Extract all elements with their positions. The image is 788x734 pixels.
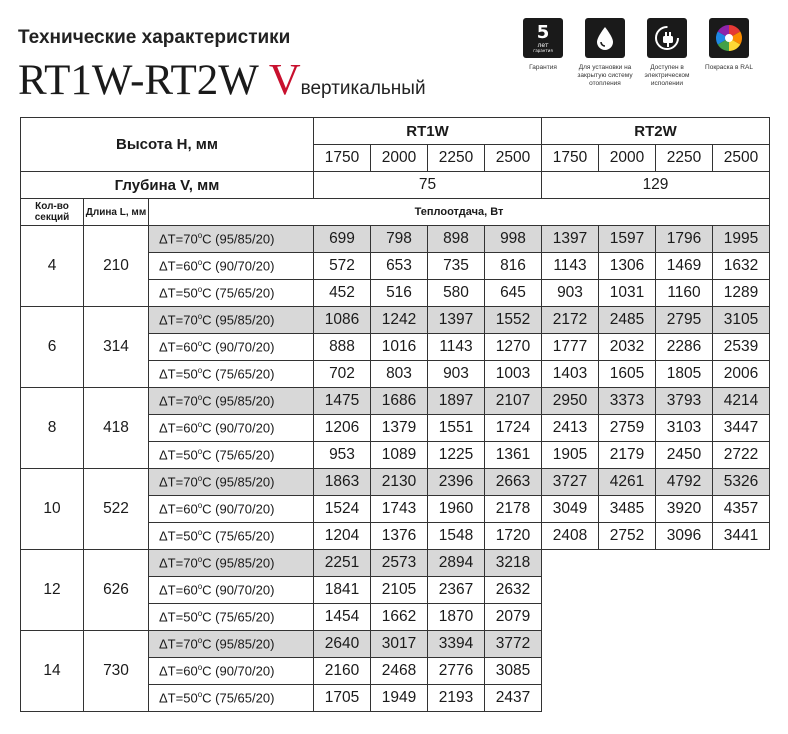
- delta-t-pre: ΔT=60: [159, 582, 198, 598]
- heat-output-value: 3017: [371, 631, 428, 658]
- delta-t-label: [149, 496, 314, 523]
- heat-output-value: 1597: [599, 226, 656, 253]
- height-value: 2500: [713, 145, 770, 172]
- section-length: 730: [84, 631, 149, 712]
- heat-output-value: 1225: [428, 442, 485, 469]
- heat-output-value: 2178: [485, 496, 542, 523]
- depth-rt1w: 75: [314, 172, 542, 199]
- heat-output-value: 1089: [371, 442, 428, 469]
- heat-output-value: 645: [485, 280, 542, 307]
- delta-t-sup: o: [197, 393, 203, 403]
- empty-cell: [542, 604, 599, 631]
- empty-cell: [656, 631, 713, 658]
- heat-output-value: 3793: [656, 388, 713, 415]
- delta-t-sup: o: [197, 609, 203, 619]
- heat-output-value: 1632: [713, 253, 770, 280]
- delta-t-sup: o: [197, 366, 203, 376]
- delta-t-pre: ΔT=60: [159, 258, 198, 274]
- delta-t-post: C (75/65/20): [202, 447, 275, 463]
- heat-output-value: 1289: [713, 280, 770, 307]
- heat-output-value: 1454: [314, 604, 371, 631]
- table-row: [21, 631, 770, 658]
- heat-output-value: 2640: [314, 631, 371, 658]
- section-count: 12: [21, 550, 84, 631]
- delta-t-label: [149, 388, 314, 415]
- heat-output-value: 1720: [485, 523, 542, 550]
- heat-output-value: 1143: [542, 253, 599, 280]
- delta-t-pre: ΔT=70: [159, 474, 198, 490]
- empty-cell: [542, 685, 599, 712]
- heat-output-value: 1686: [371, 388, 428, 415]
- heat-output-value: 798: [371, 226, 428, 253]
- heat-output-value: 1361: [485, 442, 542, 469]
- delta-t-post: C (95/85/20): [202, 636, 275, 652]
- heat-output-value: 3049: [542, 496, 599, 523]
- height-label: Высота Н, мм: [21, 118, 314, 172]
- heat-output-value: 3920: [656, 496, 713, 523]
- heat-output-value: 1841: [314, 577, 371, 604]
- table-row: [21, 226, 770, 253]
- heat-output-value: 1905: [542, 442, 599, 469]
- heat-output-value: 816: [485, 253, 542, 280]
- depth-label: Глубина V, мм: [21, 172, 314, 199]
- heat-output-value: 1242: [371, 307, 428, 334]
- heat-output-value: 1777: [542, 334, 599, 361]
- delta-t-pre: ΔT=70: [159, 393, 198, 409]
- delta-t-label: [149, 577, 314, 604]
- heat-output-value: 4261: [599, 469, 656, 496]
- feature-badges: [512, 18, 760, 88]
- heat-output-value: 2251: [314, 550, 371, 577]
- height-value: 1750: [542, 145, 599, 172]
- delta-t-label: [149, 442, 314, 469]
- empty-cell: [713, 604, 770, 631]
- empty-cell: [599, 631, 656, 658]
- heat-output-value: 2894: [428, 550, 485, 577]
- delta-t-label: [149, 415, 314, 442]
- delta-t-post: C (90/70/20): [202, 663, 275, 679]
- delta-t-pre: ΔT=70: [159, 231, 198, 247]
- heat-output-value: 516: [371, 280, 428, 307]
- heat-output-value: 2179: [599, 442, 656, 469]
- heat-output-value: 1552: [485, 307, 542, 334]
- heat-output-value: 1662: [371, 604, 428, 631]
- delta-t-sup: o: [197, 582, 203, 592]
- warranty-word: гарантия: [533, 47, 553, 53]
- section-subtitle: Технические характеристики: [18, 27, 291, 48]
- table-row: [21, 307, 770, 334]
- badge-ral-paint: [698, 18, 760, 88]
- heat-output-value: 2193: [428, 685, 485, 712]
- delta-t-pre: ΔT=50: [159, 447, 198, 463]
- warranty-years: 5: [536, 21, 550, 43]
- heat-output-value: 2396: [428, 469, 485, 496]
- delta-t-post: C (90/70/20): [202, 339, 275, 355]
- delta-t-pre: ΔT=50: [159, 285, 198, 301]
- heat-output-value: 1469: [656, 253, 713, 280]
- empty-cell: [599, 685, 656, 712]
- delta-t-post: C (75/65/20): [202, 528, 275, 544]
- heat-output-value: 1270: [485, 334, 542, 361]
- empty-cell: [656, 685, 713, 712]
- water-drop-icon: [585, 18, 625, 58]
- heat-output-value: 898: [428, 226, 485, 253]
- heat-output-value: 2160: [314, 658, 371, 685]
- badge-caption: Доступен в электрическом исполении: [644, 64, 690, 87]
- heat-output-value: 1376: [371, 523, 428, 550]
- empty-cell: [542, 658, 599, 685]
- header-row-models: [21, 118, 770, 145]
- heat-output-value: 3447: [713, 415, 770, 442]
- heat-output-value: 1143: [428, 334, 485, 361]
- delta-t-post: C (95/85/20): [202, 312, 275, 328]
- heat-output-value: 572: [314, 253, 371, 280]
- delta-t-sup: o: [197, 528, 203, 538]
- heat-output-value: 1524: [314, 496, 371, 523]
- heat-output-label: Теплоотдача, Вт: [149, 199, 770, 226]
- delta-t-label: [149, 658, 314, 685]
- heat-output-value: 888: [314, 334, 371, 361]
- heat-output-value: 1379: [371, 415, 428, 442]
- delta-t-label: [149, 307, 314, 334]
- height-value: 2250: [656, 145, 713, 172]
- heat-output-value: 4214: [713, 388, 770, 415]
- heat-output-value: 1949: [371, 685, 428, 712]
- delta-t-post: C (90/70/20): [202, 582, 275, 598]
- section-count: 6: [21, 307, 84, 388]
- model-orientation: вертикальный: [300, 78, 426, 99]
- header-row-labels: [21, 199, 770, 226]
- heat-output-value: 1863: [314, 469, 371, 496]
- heat-output-value: 1551: [428, 415, 485, 442]
- delta-t-sup: o: [197, 285, 203, 295]
- delta-t-post: C (95/85/20): [202, 393, 275, 409]
- heat-output-value: 953: [314, 442, 371, 469]
- badge-closed-system: [574, 18, 636, 88]
- delta-t-pre: ΔT=50: [159, 366, 198, 382]
- heat-output-value: 2752: [599, 523, 656, 550]
- delta-t-sup: o: [197, 312, 203, 322]
- delta-t-pre: ΔT=70: [159, 555, 198, 571]
- heat-output-value: 903: [428, 361, 485, 388]
- height-value: 2000: [599, 145, 656, 172]
- heat-output-value: 1796: [656, 226, 713, 253]
- table-row: [21, 388, 770, 415]
- heat-output-value: 1397: [542, 226, 599, 253]
- delta-t-sup: o: [197, 339, 203, 349]
- height-value: 2250: [428, 145, 485, 172]
- table-row: [21, 550, 770, 577]
- heat-output-value: 1548: [428, 523, 485, 550]
- heat-output-value: 1995: [713, 226, 770, 253]
- delta-t-post: C (95/85/20): [202, 474, 275, 490]
- delta-t-sup: o: [197, 501, 203, 511]
- heat-output-value: 452: [314, 280, 371, 307]
- section-length: 626: [84, 550, 149, 631]
- heat-output-value: 1605: [599, 361, 656, 388]
- heat-output-value: 3485: [599, 496, 656, 523]
- heat-output-value: 803: [371, 361, 428, 388]
- delta-t-label: [149, 523, 314, 550]
- empty-cell: [713, 685, 770, 712]
- empty-cell: [599, 577, 656, 604]
- heat-output-value: 580: [428, 280, 485, 307]
- empty-cell: [656, 550, 713, 577]
- badge-warranty: [512, 18, 574, 88]
- empty-cell: [599, 604, 656, 631]
- empty-cell: [713, 631, 770, 658]
- heat-output-value: 3373: [599, 388, 656, 415]
- heat-output-value: 1475: [314, 388, 371, 415]
- delta-t-sup: o: [197, 258, 203, 268]
- heat-output-value: 2950: [542, 388, 599, 415]
- heat-output-value: 2437: [485, 685, 542, 712]
- model-name: RT1W-RT2W: [18, 57, 269, 104]
- delta-t-post: C (90/70/20): [202, 258, 275, 274]
- heat-output-value: 1870: [428, 604, 485, 631]
- section-count: 4: [21, 226, 84, 307]
- heat-output-value: 2795: [656, 307, 713, 334]
- heat-output-value: 1016: [371, 334, 428, 361]
- heat-output-value: 1306: [599, 253, 656, 280]
- heat-output-value: 1160: [656, 280, 713, 307]
- delta-t-label: [149, 631, 314, 658]
- badge-caption: Для установки на закрытую систему отопления: [577, 64, 633, 87]
- delta-t-pre: ΔT=50: [159, 528, 198, 544]
- heat-output-value: 1204: [314, 523, 371, 550]
- empty-cell: [713, 658, 770, 685]
- delta-t-label: [149, 685, 314, 712]
- heat-output-value: 3105: [713, 307, 770, 334]
- heat-output-value: 998: [485, 226, 542, 253]
- heat-output-value: 1206: [314, 415, 371, 442]
- empty-cell: [599, 550, 656, 577]
- delta-t-pre: ΔT=60: [159, 501, 198, 517]
- delta-t-pre: ΔT=50: [159, 609, 198, 625]
- delta-t-label: [149, 469, 314, 496]
- delta-t-post: C (75/65/20): [202, 690, 275, 706]
- heat-output-value: 1403: [542, 361, 599, 388]
- heat-output-value: 2468: [371, 658, 428, 685]
- heat-output-value: 2776: [428, 658, 485, 685]
- heat-output-value: 4792: [656, 469, 713, 496]
- heat-output-value: 2130: [371, 469, 428, 496]
- electric-plug-icon: [647, 18, 687, 58]
- section-count: 10: [21, 469, 84, 550]
- length-label: Длина L, мм: [84, 199, 149, 226]
- delta-t-label: [149, 361, 314, 388]
- heat-output-value: 2286: [656, 334, 713, 361]
- delta-t-post: C (90/70/20): [202, 501, 275, 517]
- empty-cell: [542, 631, 599, 658]
- heat-output-value: 903: [542, 280, 599, 307]
- heat-output-value: 2573: [371, 550, 428, 577]
- heat-output-value: 3394: [428, 631, 485, 658]
- empty-cell: [542, 577, 599, 604]
- delta-t-label: [149, 280, 314, 307]
- badge-caption: Гарантия: [529, 64, 557, 71]
- heat-output-value: 2105: [371, 577, 428, 604]
- heat-output-value: 702: [314, 361, 371, 388]
- warranty-5-years-icon: [523, 18, 563, 58]
- delta-t-post: C (75/65/20): [202, 609, 275, 625]
- height-value: 2000: [371, 145, 428, 172]
- specs-table: [20, 117, 770, 712]
- heat-output-value: 1397: [428, 307, 485, 334]
- empty-cell: [656, 577, 713, 604]
- heat-output-value: 1705: [314, 685, 371, 712]
- delta-t-post: C (75/65/20): [202, 366, 275, 382]
- heat-output-value: 2107: [485, 388, 542, 415]
- delta-t-label: [149, 604, 314, 631]
- empty-cell: [599, 658, 656, 685]
- heat-output-value: 3218: [485, 550, 542, 577]
- heat-output-value: 3727: [542, 469, 599, 496]
- delta-t-sup: o: [197, 636, 203, 646]
- section-count: 8: [21, 388, 84, 469]
- heat-output-value: 2759: [599, 415, 656, 442]
- heat-output-value: 2450: [656, 442, 713, 469]
- heat-output-value: 699: [314, 226, 371, 253]
- heat-output-value: 735: [428, 253, 485, 280]
- heat-output-value: 2632: [485, 577, 542, 604]
- empty-cell: [656, 604, 713, 631]
- heat-output-value: 1003: [485, 361, 542, 388]
- heat-output-value: 653: [371, 253, 428, 280]
- empty-cell: [542, 550, 599, 577]
- section-length: 522: [84, 469, 149, 550]
- heat-output-value: 2032: [599, 334, 656, 361]
- heat-output-value: 2172: [542, 307, 599, 334]
- model-v-letter: V: [268, 55, 301, 104]
- delta-t-post: C (90/70/20): [202, 420, 275, 436]
- empty-cell: [713, 577, 770, 604]
- heat-output-value: 1031: [599, 280, 656, 307]
- heat-output-value: 1086: [314, 307, 371, 334]
- heat-output-value: 5326: [713, 469, 770, 496]
- delta-t-sup: o: [197, 663, 203, 673]
- delta-t-pre: ΔT=60: [159, 420, 198, 436]
- color-wheel-icon: [709, 18, 749, 58]
- heat-output-value: 2485: [599, 307, 656, 334]
- section-length: 314: [84, 307, 149, 388]
- delta-t-sup: o: [197, 231, 203, 241]
- heat-output-value: 2408: [542, 523, 599, 550]
- badge-caption: Покраска в RAL: [705, 64, 753, 71]
- height-value: 1750: [314, 145, 371, 172]
- delta-t-label: [149, 253, 314, 280]
- delta-t-sup: o: [197, 555, 203, 565]
- heat-output-value: 3772: [485, 631, 542, 658]
- delta-t-pre: ΔT=70: [159, 636, 198, 652]
- model-title: [18, 56, 426, 113]
- delta-t-post: C (95/85/20): [202, 555, 275, 571]
- model-rt2w: RT2W: [542, 118, 770, 145]
- heat-output-value: 2413: [542, 415, 599, 442]
- delta-t-label: [149, 334, 314, 361]
- heat-output-value: 2006: [713, 361, 770, 388]
- specs-table-body: [21, 118, 770, 712]
- delta-t-label: [149, 226, 314, 253]
- sections-label: Кол-во секций: [21, 199, 84, 226]
- heat-output-value: 3085: [485, 658, 542, 685]
- delta-t-pre: ΔT=60: [159, 339, 198, 355]
- heat-output-value: 1805: [656, 361, 713, 388]
- section-count: 14: [21, 631, 84, 712]
- delta-t-post: C (75/65/20): [202, 285, 275, 301]
- delta-t-sup: o: [197, 447, 203, 457]
- heat-output-value: 1960: [428, 496, 485, 523]
- heat-output-value: 1743: [371, 496, 428, 523]
- heat-output-value: 2367: [428, 577, 485, 604]
- warranty-years-unit: лет: [537, 41, 549, 49]
- badge-electric: [636, 18, 698, 88]
- section-length: 418: [84, 388, 149, 469]
- heat-output-value: 4357: [713, 496, 770, 523]
- heat-output-value: 2079: [485, 604, 542, 631]
- delta-t-pre: ΔT=70: [159, 312, 198, 328]
- section-length: 210: [84, 226, 149, 307]
- heat-output-value: 1897: [428, 388, 485, 415]
- height-value: 2500: [485, 145, 542, 172]
- heat-output-value: 3103: [656, 415, 713, 442]
- empty-cell: [713, 550, 770, 577]
- delta-t-post: C (95/85/20): [202, 231, 275, 247]
- header-row-depth: [21, 172, 770, 199]
- delta-t-sup: o: [197, 474, 203, 484]
- delta-t-pre: ΔT=60: [159, 663, 198, 679]
- delta-t-pre: ΔT=50: [159, 690, 198, 706]
- heat-output-value: 2663: [485, 469, 542, 496]
- empty-cell: [656, 658, 713, 685]
- heat-output-value: 3441: [713, 523, 770, 550]
- heat-output-value: 2722: [713, 442, 770, 469]
- delta-t-sup: o: [197, 690, 203, 700]
- model-rt1w: RT1W: [314, 118, 542, 145]
- table-row: [21, 469, 770, 496]
- heat-output-value: 1724: [485, 415, 542, 442]
- depth-rt2w: 129: [542, 172, 770, 199]
- delta-t-label: [149, 550, 314, 577]
- heat-output-value: 3096: [656, 523, 713, 550]
- delta-t-sup: o: [197, 420, 203, 430]
- heat-output-value: 2539: [713, 334, 770, 361]
